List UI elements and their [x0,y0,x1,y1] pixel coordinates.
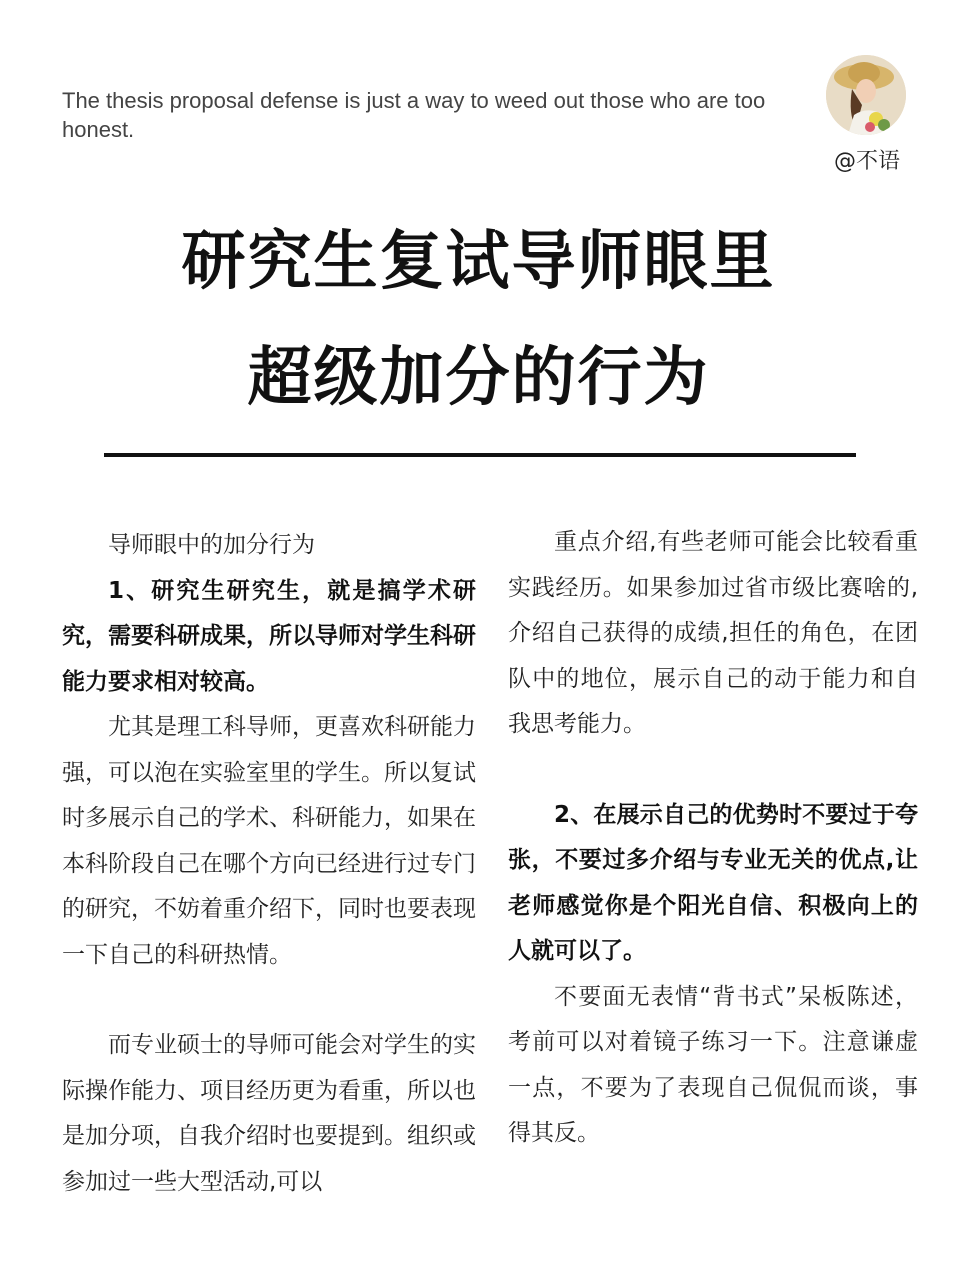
page-title-line2: 超级加分的行为 [247,341,710,415]
author-handle[interactable]: @不语 [834,149,901,174]
paragraph-gap [508,748,918,793]
left-column [62,523,476,1205]
section-heading: 导师眼中的加分行为 [108,532,315,558]
title-divider [104,453,856,457]
page-title-line1: 研究生复试导师眼里 [181,225,776,299]
right-column [508,520,918,1157]
point-1: 1、研究生研究生，就是搞学术研究，需要科研成果，所以导师对学生科研能力要求相对较高。 [62,577,476,695]
paragraph: 重点介绍,有些老师可能会比较看重实践经历。如果参加过省市级比赛啥的,介绍自己获得的成绩,担任的角色，在团队中的地位，展示自己的动于能力和自我思考能力。 [508,529,918,737]
point-2: 2、在展示自己的优势时不要过于夸张，不要过多介绍与专业无关的优点,让老师感觉你是个阳光自信、积极向上的人就可以了。 [508,801,918,964]
paragraph: 尤其是理工科导师，更喜欢科研能力强，可以泡在实验室里的学生。所以复试时多展示自己的学术、科研能力，如果在本科阶段自己在哪个方向已经进行过专门的研究，不妨着重介绍下，同时也要表现一下自己的科研热情。 [62,714,476,968]
paragraph: 而专业硕士的导师可能会对学生的实际操作能力、项目经历更为看重，所以也是加分项，自我介绍时也要提到。组织或参加过一些大型活动,可以 [62,1032,476,1195]
tagline: The thesis proposal defense is just a way to weed out those who are too honest. [62,88,766,142]
avatar[interactable] [826,55,906,135]
avatar-photo [826,55,906,135]
paragraph-gap [62,978,476,1023]
paragraph: 不要面无表情“背书式”呆板陈述，考前可以对着镜子练习一下。注意谦虚一点，不要为了表现自己侃侃而谈，事得其反。 [508,983,918,1146]
